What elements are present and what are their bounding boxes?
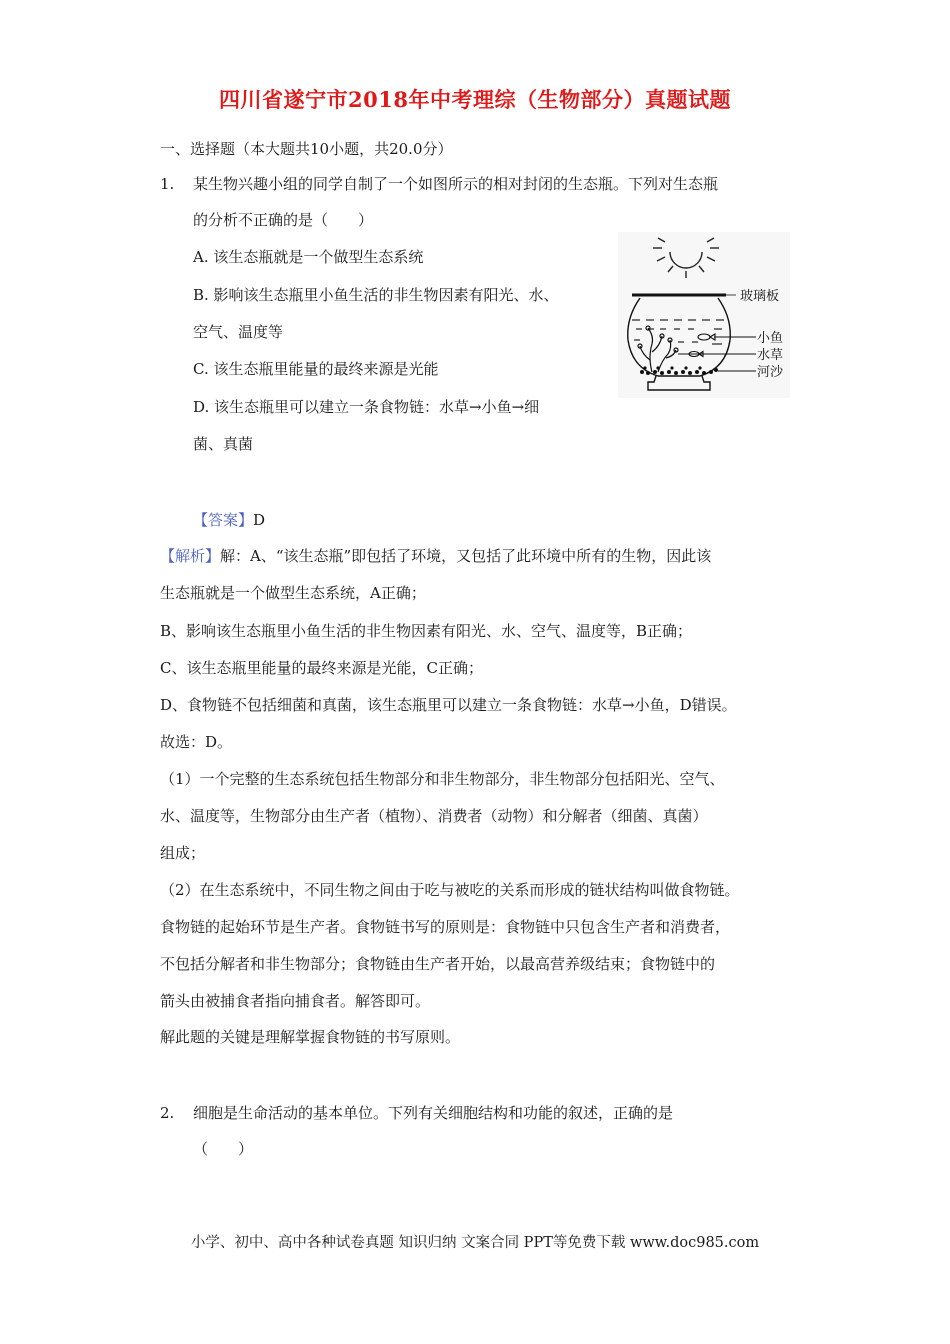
document-title: 四川省遂宁市2018年中考理综（生物部分）真题试题	[219, 87, 731, 112]
analysis-tag: 【解析】	[160, 547, 221, 565]
analysis-line: 食物链的起始环节是生产者。食物链书写的原则是：食物链中只包含生产者和消费者，	[160, 918, 731, 936]
analysis-line: 故选：D。	[160, 733, 233, 751]
analysis-line	[160, 545, 711, 567]
option-b: B. 影响该生态瓶里小鱼生活的非生物因素有阳光、水、	[193, 286, 559, 304]
answer-line	[193, 509, 265, 531]
analysis-line: （1）一个完整的生态系统包括生物部分和非生物部分，非生物部分包括阳光、空气、	[160, 770, 725, 788]
analysis-text: 解：A、“该生态瓶”即包括了环境，又包括了此环境中所有的生物，因此该	[220, 547, 712, 565]
analysis-line: 组成；	[160, 844, 206, 862]
analysis-line: B、影响该生态瓶里小鱼生活的非生物因素有阳光、水、空气、温度等，B正确；	[160, 622, 693, 640]
option-d: D. 该生态瓶里可以建立一条食物链：水草→小鱼→细	[193, 398, 540, 416]
figure-label-glass: 玻璃板	[740, 289, 780, 304]
answer-value: D	[253, 511, 266, 529]
ecosystem-bottle-figure	[618, 232, 790, 398]
figure-label-sand: 河沙	[757, 365, 784, 380]
question-number: 1.	[160, 175, 175, 193]
analysis-line: 水、温度等，生物部分由生产者（植物）、消费者（动物）和分解者（细菌、真菌）	[160, 807, 708, 825]
analysis-line: 解此题的关键是理解掌握食物链的书写原则。	[160, 1028, 461, 1046]
question-stem: 细胞是生命活动的基本单位。下列有关细胞结构和功能的叙述，正确的是	[193, 1104, 674, 1122]
option-c: C. 该生态瓶里能量的最终来源是光能	[193, 360, 439, 378]
ecosystem-bottle-diagram	[618, 232, 790, 398]
option-b: 空气、温度等	[193, 323, 284, 341]
figure-label-weed: 水草	[757, 348, 784, 363]
option-d: 菌、真菌	[193, 435, 254, 453]
analysis-line: 生态瓶就是一个做型生态系统，A正确；	[160, 584, 426, 602]
analysis-line: 箭头由被捕食者指向捕食者。解答即可。	[160, 992, 431, 1010]
answer-tag: 【答案】	[193, 511, 254, 529]
figure-label-fish: 小鱼	[757, 331, 784, 346]
question-stem: 的分析不正确的是（ ）	[193, 211, 374, 229]
analysis-line: （2）在生态系统中，不同生物之间由于吃与被吃的关系而形成的链状结构叫做食物链。	[160, 881, 740, 899]
option-a: A. 该生态瓶就是一个做型生态系统	[193, 248, 424, 266]
page-footer: 小学、初中、高中各种试卷真题 知识归纳 文案合同 PPT等免费下载 www.doc985.com	[190, 1235, 760, 1251]
section-heading: 一、选择题（本大题共10小题，共20.0分）	[160, 140, 453, 158]
question-stem: 某生物兴趣小组的同学自制了一个如图所示的相对封闭的生态瓶。下列对生态瓶	[193, 175, 719, 193]
analysis-line: C、该生态瓶里能量的最终来源是光能，C正确；	[160, 659, 483, 677]
question-number: 2.	[160, 1104, 175, 1122]
question-stem: （ ）	[193, 1140, 254, 1158]
analysis-line: D、食物链不包括细菌和真菌，该生态瓶里可以建立一条食物链：水草→小鱼，D错误。	[160, 696, 737, 714]
analysis-line: 不包括分解者和非生物部分；食物链由生产者开始，以最高营养级结束；食物链中的	[160, 955, 716, 973]
